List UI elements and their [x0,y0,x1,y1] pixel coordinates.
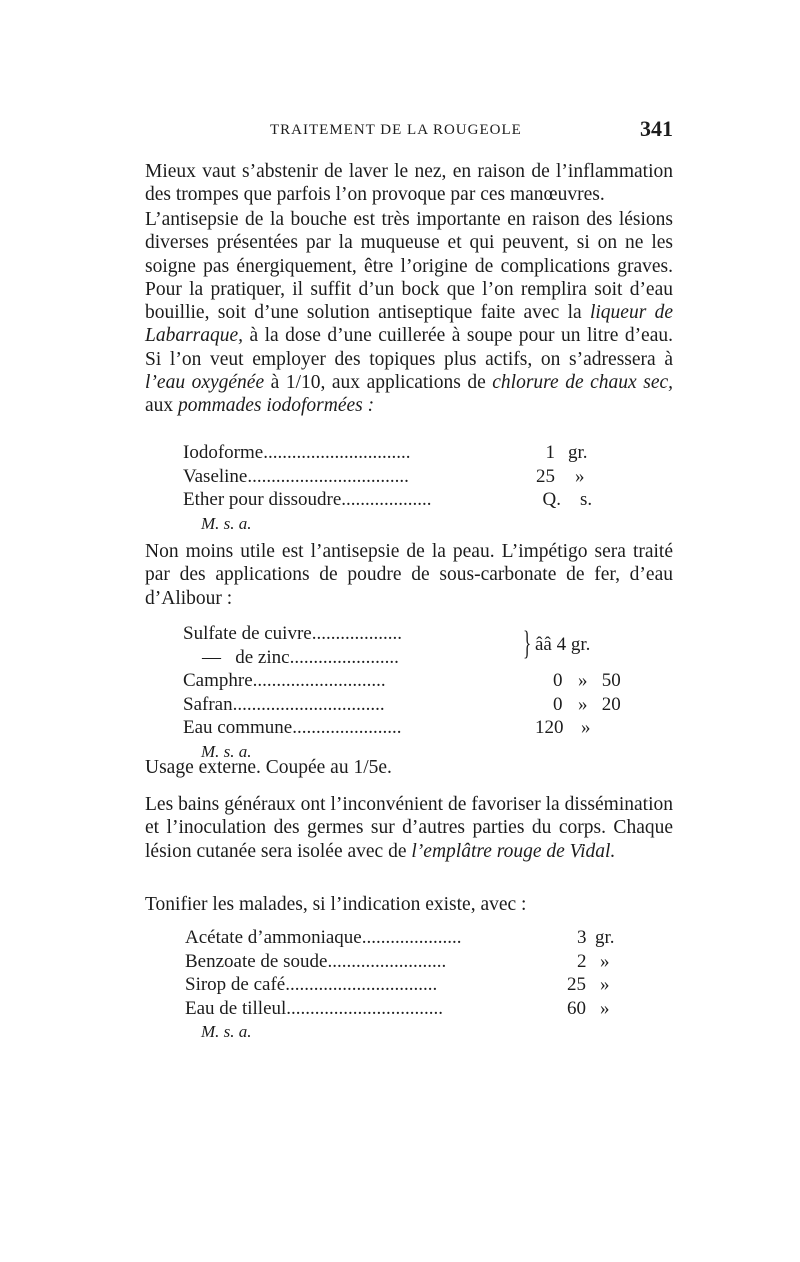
ingredient-name: Camphre............................ [183,670,386,691]
ingredient-qty: Q. [542,489,561,510]
paragraph-text: Tonifier les malades, si l’indication existe, avec : [145,894,527,915]
prescription-iodoforme [183,441,623,535]
paragraph-nose [145,160,673,207]
paragraph-text: aux [145,395,179,417]
prescription-ms: M. s. a. [201,1022,252,1041]
ingredient-unit: » 50 [578,670,621,691]
ingredient-name: Vaseline.................................. [183,465,409,487]
ingredient-name: Iodoforme............................... [183,442,411,463]
ingredient-unit: » [600,950,610,972]
ingredient-qty: 60 [567,997,586,1019]
paragraph-text: à 1/10, aux applications de [264,372,493,394]
ingredient-unit: » [600,997,610,1019]
page-header [145,116,673,144]
paragraph-skin [145,540,673,610]
ingredient-name: Safran................................ [183,693,385,715]
paragraph-baths [145,793,673,863]
prescription-row [183,622,643,646]
prescription-row [183,693,643,717]
ingredient-unit: » [575,465,585,487]
paragraph-text: Les bains généraux ont l’inconvénient de favoriser la dissémination et l’inoculation des germes sur d’autres parties du corps. Chaque lésion cutanée sera isolée avec de [145,794,673,862]
ingredient-unit: » [600,974,610,995]
italic-term: l’emplâtre rouge de Vidal. [411,840,616,862]
prescription-row [183,669,643,693]
ingredient-name: Eau de tilleul................................. [185,997,444,1019]
prescription-row [185,997,635,1021]
ingredient-unit: s. [580,489,593,510]
ingredient-unit: gr. [568,442,588,463]
italic-term: chlorure de chaux sec, [492,372,674,394]
italic-term: l’eau oxygénée [145,372,265,394]
paragraph-text: à la dose d’une cuillerée à soupe pour un litre d’eau. Si l’on veut employer des topiques plus actifs, on s’adressera à [145,325,673,370]
prescription-ms: M. s. a. [201,741,252,761]
ingredient-qty: 25 [567,974,586,995]
ingredient-name: Ether pour dissoudre................... [183,489,432,510]
prescription-row [183,716,643,740]
prescription-ms: M. s. a. [201,513,252,533]
ingredient-name: Acétate d’ammoniaque..................... [185,927,462,948]
ingredient-qty: 0 [553,693,563,715]
prescription-row [185,926,635,950]
ingredient-name: Sirop de café................................ [185,974,438,995]
prescription-ammoniaque [185,926,635,1044]
brace-symbol: } [523,625,532,662]
ingredient-unit: gr. [595,927,615,948]
italic-term: pommades iodoformées : [178,395,375,417]
usage-note: Usage externe. Coupée au 1/5e. [145,757,392,778]
italic-term: liqueur de Labarraque, [145,302,673,347]
ingredient-unit: » [581,717,591,738]
ingredient-name: Benzoate de soude......................... [185,950,447,972]
prescription-row [185,973,635,997]
ingredient-name: Eau commune....................... [183,717,402,738]
paragraph-text: L’antisepsie de la bouche est très importante en raison des lésions diverses présentées par la muqueuse et qui peuvent, si on ne les soigne pas énergiquement, être l’origine de complications graves. Pour la pratiquer, il suffit d’un bock que l’on remplira soit d’eau bouillie, soit d’une solution antiseptique faite avec la [145,209,673,324]
paragraph-text: Mieux vaut s’abstenir de laver le nez, en raison de l’inflammation des trompes que parfois l’on provoque par ces manœuvres. [145,161,673,206]
prescription-row [183,488,623,512]
prescription-row [183,646,643,670]
running-title: TRAITEMENT DE LA ROUGEOLE [270,122,522,138]
shared-dose: ââ 4 gr. [535,634,591,655]
prescription-row [183,465,623,489]
ingredient-unit: » 20 [578,693,621,715]
ingredient-qty: 25 [536,465,555,487]
prescription-row [185,950,635,974]
paragraph-mouth [145,208,673,418]
ingredient-name: Sulfate de cuivre................... [183,623,402,644]
ingredient-qty: 0 [553,670,563,691]
ingredient-qty: 2 [577,950,587,972]
ingredient-qty: 3 [577,927,587,948]
page-number: 341 [640,116,673,141]
prescription-row [183,441,623,465]
paragraph-tonic [145,893,673,916]
ingredient-name: — de zinc....................... [183,646,399,668]
paragraph-text: Non moins utile est l’antisepsie de la peau. L’impétigo sera traité par des applications de poudre de sous-carbonate de fer, d’eau d’Alibour : [145,541,673,609]
ingredient-qty: 120 [535,717,564,738]
ingredient-qty: 1 [545,442,555,463]
prescription-sulfate [183,622,643,763]
